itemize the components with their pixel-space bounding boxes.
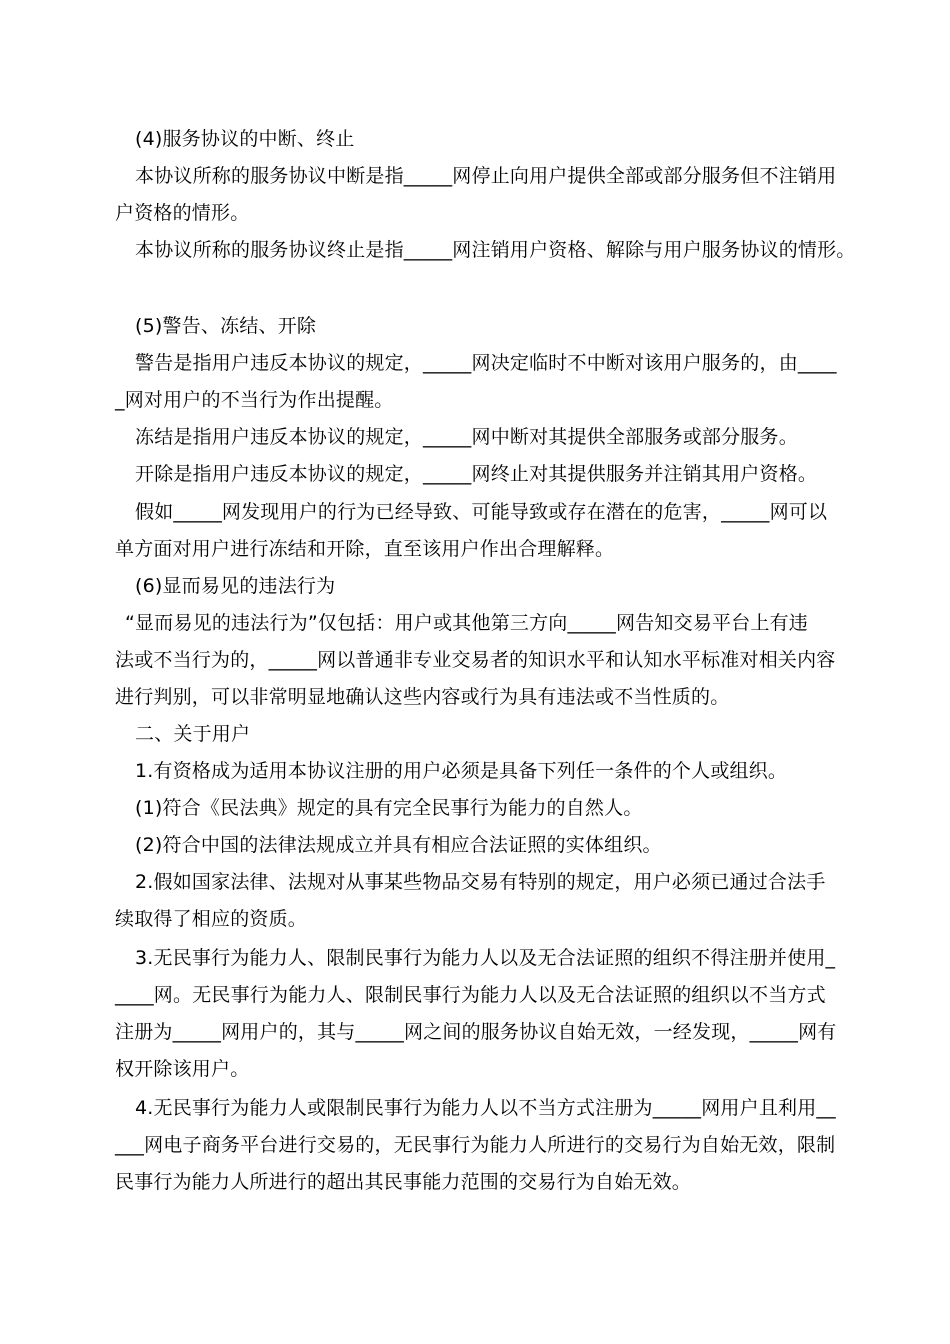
- section-heading-6: (6)显而易见的违法行为: [135, 575, 336, 597]
- paragraph-line: 本协议所称的服务协议中断是指_____网停止向用户提供全部或部分服务但不注销用: [135, 165, 837, 187]
- paragraph-line: 开除是指用户违反本协议的规定，_____网终止对其提供服务并注销其用户资格。: [135, 463, 818, 485]
- paragraph-line: 本协议所称的服务协议终止是指_____网注销用户资格、解除与用户服务协议的情形。: [135, 239, 856, 261]
- paragraph-line: 注册为_____网用户的，其与_____网之间的服务协议自始无效，一经发现，_____网有: [115, 1021, 837, 1043]
- paragraph-line: 3.无民事行为能力人、限制民事行为能力人以及无合法证照的组织不得注册并使用_: [135, 947, 836, 969]
- paragraph-line: (1)符合《民法典》规定的具有完全民事行为能力的自然人。: [135, 797, 643, 819]
- paragraph-line: 权开除该用户。: [115, 1058, 250, 1080]
- paragraph-line: 4.无民事行为能力人或限制民事行为能力人以不当方式注册为_____网用户且利用__: [135, 1097, 836, 1119]
- paragraph-line: 假如_____网发现用户的行为已经导致、可能导致或存在潜在的危害，_____网可以: [135, 501, 828, 523]
- paragraph-line: 冻结是指用户违反本协议的规定，_____网中断对其提供全部服务或部分服务。: [135, 426, 798, 448]
- chapter-heading: 二、关于用户: [135, 723, 251, 745]
- paragraph-line: (2)符合中国的法律法规成立并具有相应合法证照的实体组织。: [135, 834, 662, 856]
- paragraph-line: 1.有资格成为适用本协议注册的用户必须是具备下列任一条件的个人或组织。: [135, 760, 788, 782]
- paragraph-line: 进行判别，可以非常明显地确认这些内容或行为具有违法或不当性质的。: [115, 686, 730, 708]
- paragraph-line: 单方面对用户进行冻结和开除，直至该用户作出合理解释。: [115, 538, 615, 560]
- paragraph-line: ____网。无民事行为能力人、限制民事行为能力人以及无合法证照的组织以不当方式: [115, 984, 826, 1006]
- paragraph-line: “显而易见的违法行为”仅包括：用户或其他第三方向_____网告知交易平台上有违: [125, 612, 808, 634]
- paragraph-line: 法或不当行为的，_____网以普通非专业交易者的知识水平和认知水平标准对相关内容: [115, 649, 836, 671]
- paragraph-line: _网对用户的不当行为作出提醒。: [115, 389, 394, 411]
- paragraph-line: ___网电子商务平台进行交易的，无民事行为能力人所进行的交易行为自始无效，限制: [115, 1134, 836, 1156]
- paragraph-line: 续取得了相应的资质。: [115, 908, 308, 930]
- section-heading-5: (5)警告、冻结、开除: [135, 315, 317, 337]
- paragraph-line: 户资格的情形。: [115, 202, 250, 224]
- paragraph-line: 警告是指用户违反本协议的规定，_____网决定临时不中断对该用户服务的，由____: [135, 352, 837, 374]
- paragraph-line: 2.假如国家法律、法规对从事某些物品交易有特别的规定，用户必须已通过合法手: [135, 871, 826, 893]
- section-heading-4: (4)服务协议的中断、终止: [135, 128, 355, 150]
- paragraph-line: 民事行为能力人所进行的超出其民事能力范围的交易行为自始无效。: [115, 1171, 692, 1193]
